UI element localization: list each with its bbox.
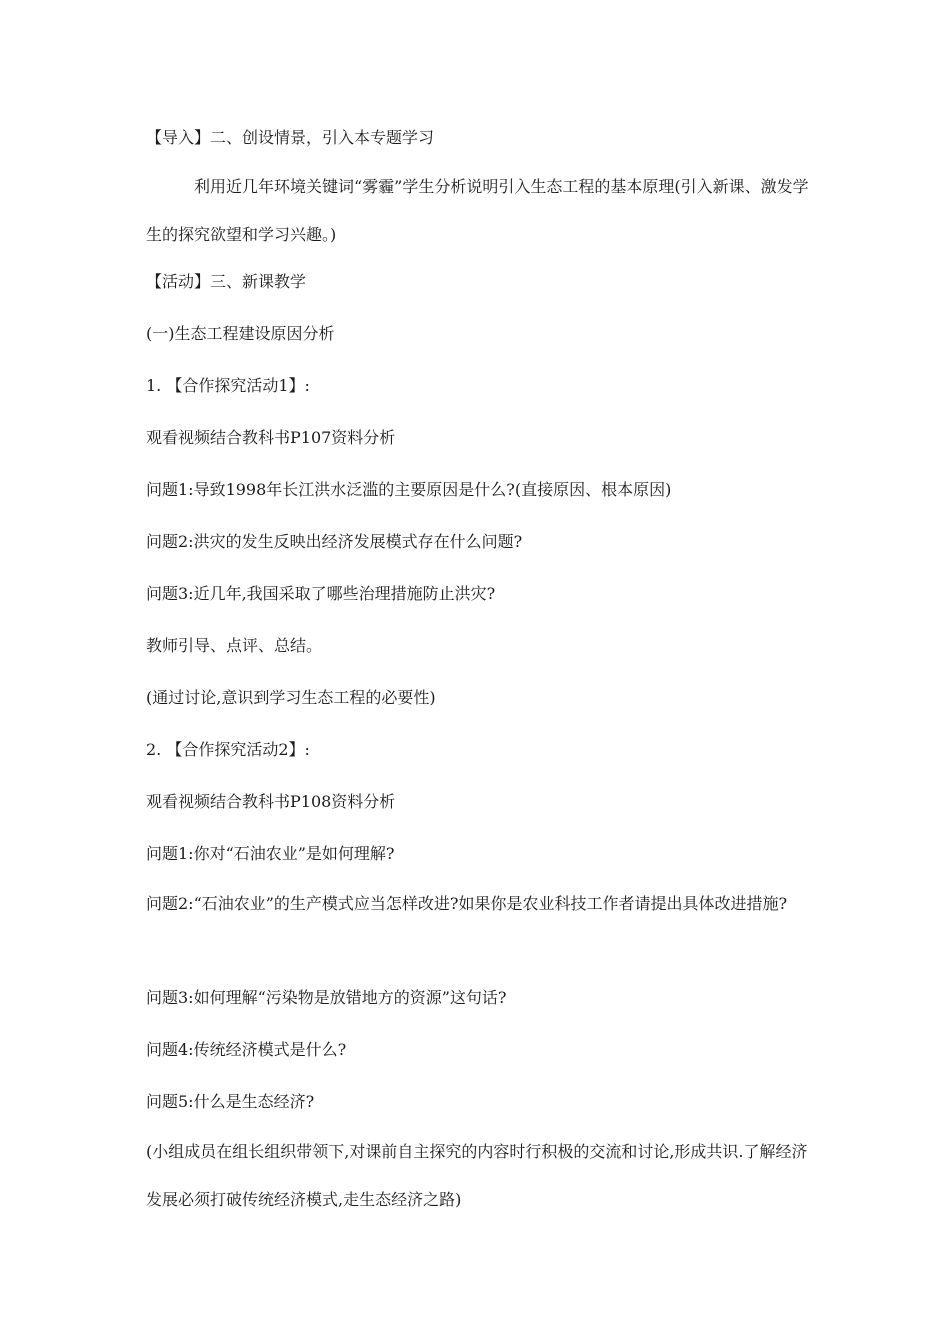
section-intro-heading: 【导入】二、创设情景，引入本专题学习 xyxy=(146,128,435,147)
activity-1-question-1: 问题1:导致1998年长江洪水泛滥的主要原因是什么?(直接原因、根本原因) xyxy=(146,480,672,499)
activity-2-question-5: 问题5:什么是生态经济? xyxy=(146,1092,315,1111)
activity-1-instruction: 观看视频结合教科书P107资料分析 xyxy=(146,428,396,447)
activity-2-purpose: (小组成员在组长组织带领下,对课前自主探究的内容时行积极的交流和讨论,形成共识.了解经济发展必须打破传统经济模式,走生态经济之路) xyxy=(146,1142,808,1209)
subsection-heading: (一)生态工程建设原因分析 xyxy=(146,324,335,343)
activity-1-heading: 1. 【合作探究活动1】: xyxy=(146,376,310,395)
activity-2-question-1: 问题1:你对“石油农业”是如何理解? xyxy=(146,844,395,863)
activity-2-question-2: 问题2:“石油农业”的生产模式应当怎样改进?如果你是农业科技工作者请提出具体改进措施? xyxy=(146,894,788,913)
teacher-note: 教师引导、点评、总结。 xyxy=(146,636,323,655)
activity-2-question-4: 问题4:传统经济模式是什么? xyxy=(146,1040,347,1059)
activity-1-purpose: (通过讨论,意识到学习生态工程的必要性) xyxy=(146,688,436,707)
activity-2-instruction: 观看视频结合教科书P108资料分析 xyxy=(146,792,396,811)
intro-paragraph: 利用近几年环境关键词“雾霾”学生分析说明引入生态工程的基本原理(引入新课、激发学生的探究欲望和学习兴趣。) xyxy=(146,177,809,244)
activity-1-question-3: 问题3:近几年,我国采取了哪些治理措施防止洪灾? xyxy=(146,584,496,603)
section-activity-heading: 【活动】三、新课教学 xyxy=(146,272,307,291)
activity-2-heading: 2. 【合作探究活动2】: xyxy=(146,740,310,759)
document-page xyxy=(146,0,810,1344)
activity-1-question-2: 问题2:洪灾的发生反映出经济发展模式存在什么问题? xyxy=(146,532,523,551)
activity-2-question-3: 问题3:如何理解“污染物是放错地方的资源”这句话? xyxy=(146,988,507,1007)
